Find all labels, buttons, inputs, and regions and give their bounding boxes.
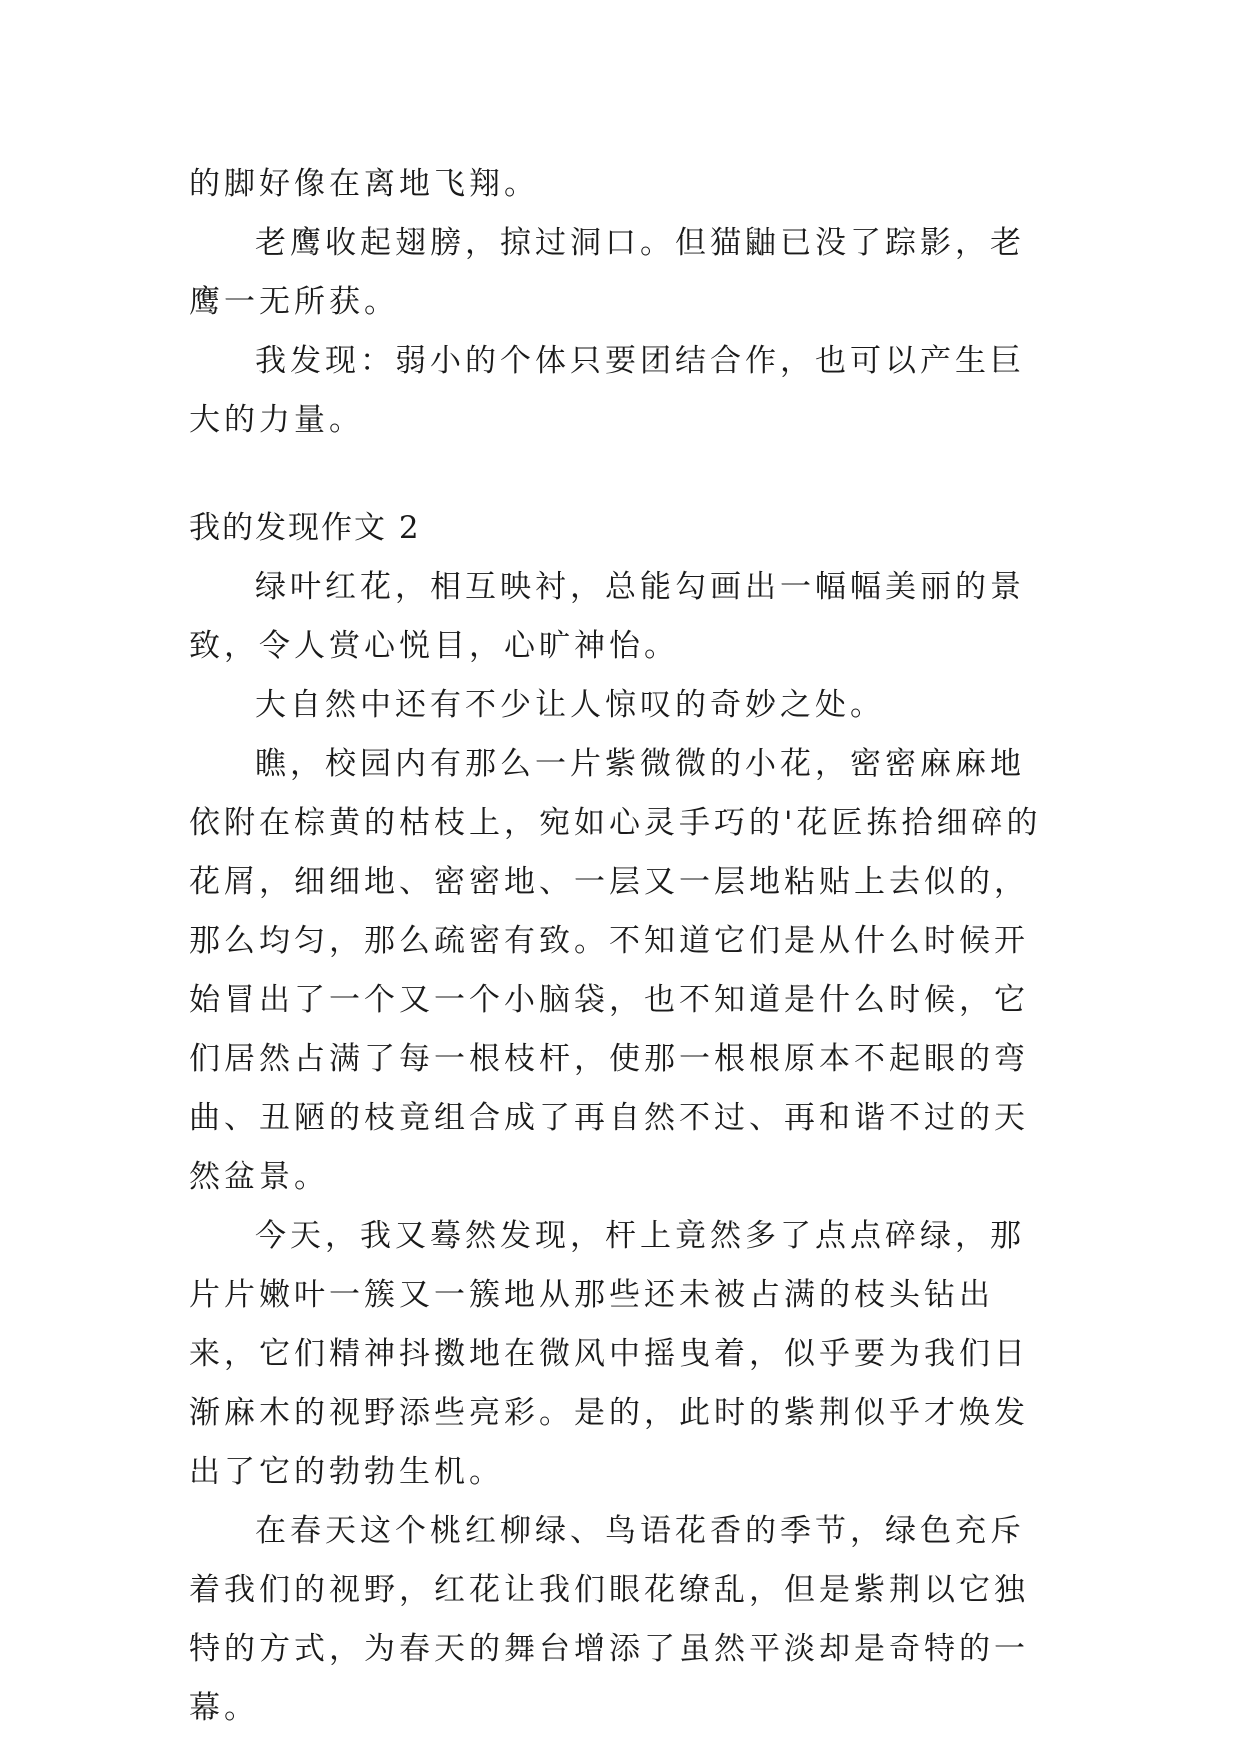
paragraph-continued: 的脚好像在离地飞翔。	[189, 166, 539, 202]
section-gap	[189, 450, 1059, 499]
paragraph-intro: 绿叶红花，相互映衬，总能勾画出一幅幅美丽的景致，令人赏心悦目，心旷神怡。	[189, 569, 1025, 664]
section-title: 我的发现作文 2	[189, 510, 421, 546]
paragraph-conclusion: 我发现：弱小的个体只要团结合作，也可以产生巨大的力量。	[189, 343, 1025, 438]
paragraph-eagle: 老鹰收起翅膀，掠过洞口。但猫鼬已没了踪影，老鹰一无所获。	[189, 225, 1025, 320]
paragraph-nature: 大自然中还有不少让人惊叹的奇妙之处。	[255, 687, 885, 723]
paragraph-flowers: 瞧，校园内有那么一片紫微微的小花，密密麻麻地依附在棕黄的枯枝上，宛如心灵手巧的'花匠拣拾细碎的花屑，细细地、密密地、一层又一层地粘贴上去似的，那么均匀，那么疏密有致。不知道它们是从什么时候开始冒出了一个又一个小脑袋，也不知道是什么时候，它们居然占满了每一根枝杆，使那一根根原本不起眼的弯曲、丑陋的枝竟组合成了再自然不过、再和谐不过的天然盆景。	[189, 746, 1042, 1195]
document-body	[189, 155, 1059, 1738]
paragraph-spring: 在春天这个桃红柳绿、鸟语花香的季节，绿色充斥着我们的视野，红花让我们眼花缭乱，但是紫荆以它独特的方式，为春天的舞台增添了虽然平淡却是奇特的一幕。	[189, 1513, 1029, 1726]
paragraph-leaves: 今天，我又蓦然发现，杆上竟然多了点点碎绿，那片片嫩叶一簇又一簇地从那些还未被占满的枝头钻出来，它们精神抖擞地在微风中摇曳着，似乎要为我们日渐麻木的视野添些亮彩。是的，此时的紫荆似乎才焕发出了它的勃勃生机。	[189, 1218, 1029, 1490]
